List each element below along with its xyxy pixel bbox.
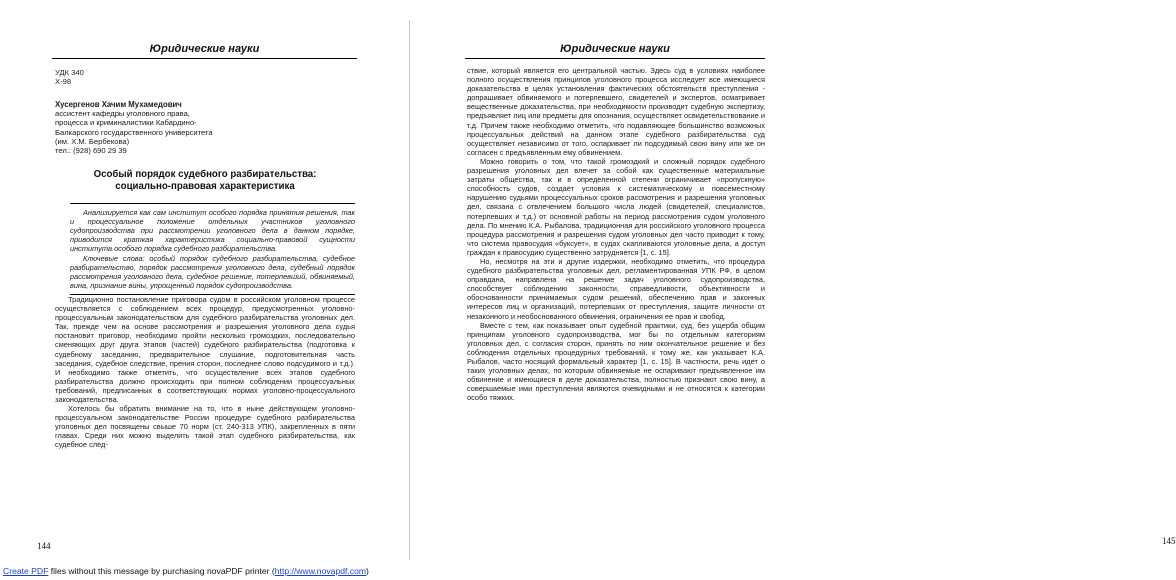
- keywords-text: Ключевые слова: особый порядок судебного разбирательства, судебное разбирательство, порядок рассмотрения уголовного дела, судебный порядок рассмотрения уголовного дела, судебное решение, потерпевший, обвиняемый, вина, признание вины, упрощенный порядок судопроизводства.: [70, 253, 355, 290]
- left-page: [0, 0, 410, 566]
- header-rule-left: [52, 58, 357, 59]
- footer-text: files without this message by purchasing novaPDF printer (: [48, 566, 275, 576]
- page-number-left: 144: [37, 541, 51, 551]
- article-title-line-1: Особый порядок судебного разбирательства:: [93, 169, 317, 181]
- author-affiliation-line: ассистент кафедры уголовного права,: [55, 109, 190, 119]
- body-paragraph: Хотелось бы обратить внимание на то, что в ныне действующем уголовно-процессуальном законодательстве России процедуре судебного разбирательства уголовных дел посвящены свыше 70 норм (ст. 240-313 УПК), закрепленных в пяти главах. Среди них можно выделить такой этап судебного разбирательства, как судебное след-: [55, 404, 355, 450]
- author-affiliation-line: (им. Х.М. Бербекова): [55, 136, 130, 146]
- header-rule-right: [465, 58, 765, 59]
- create-pdf-link[interactable]: Create PDF: [3, 566, 49, 576]
- pdf-watermark-footer: [3, 566, 369, 576]
- author-phone: тел.: (928) 690 29 39: [55, 145, 127, 155]
- article-title-line-2: социально-правовая характеристика: [115, 181, 295, 193]
- udc-code: УДК 340: [55, 68, 84, 77]
- author-name: Хусергенов Хачим Мухамедович: [55, 99, 182, 109]
- abstract-text: Анализируется как сам институт особого порядка принятия решения, так и процессуальное положение отдельных участников уголовного судопроизводства при рассмотрении уголовного дела в данном порядке, приводится краткая характеристика социально-правовой сущности института особого порядка судебного разбирательства.: [70, 208, 355, 254]
- abstract-block: [70, 204, 355, 294]
- author-affiliation-line: процесса и криминалистики Кабардино-: [55, 118, 197, 128]
- footer-text-close: ): [366, 566, 369, 576]
- right-column: [467, 66, 765, 402]
- body-paragraph: Можно говорить о том, что такой громоздкий и сложный порядок судебного разрешения уголовных дел влечет за собой как существенные материальные затраты общества, так и в определенной степени ограничивает «пропускную» способность судов, создает условия к систематическому и повсеместному нарушению судьями процессуальных сроков рассмотрения и разрешения уголовных дел, связана с отвлечением большого числа людей (свидетелей, специалистов, потерпевших и т.д.) от основной работы на период рассмотрения судом уголовного дела. По мнению К.А. Рыбалова, традиционная для российского уголовного процесса процедура рассмотрения и разрешения судом уголовных дел часто приводит к тому, что система правосудия «буксует», в судах скапливаются уголовные дела, а доступ граждан к правосудию существенно затрудняется [1, с. 15].: [467, 156, 765, 257]
- body-paragraph: Традиционно постановление приговора судом в российском уголовном процессе осуществляется с соблюдением всех процедур, предусмотренных уголовно-процессуальным законодательством для судебного разбирательства уголовных дел. Так, прежде чем на основе рассмотрения и разрешения уголовного дела судья постановит приговор, необходимо пройти несколько громоздких, последовательно сменяющих друг друга этапов (частей) судебного разбирательства (подготовка к судебному заседанию, предварительное слушание, подготовительная часть заседания, судебное следствие, прения сторон, последнее слово подсудимого и т.д.). И необходимо также отметить, что осуществление всех этапов судебного разбирательства должно происходить при полном соблюдении процессуальных требований, предписанных в соответствующих нормах уголовно-процессуального законодательства.: [55, 294, 355, 404]
- left-column: [55, 68, 355, 450]
- body-paragraph: ствие, который является его центральной частью. Здесь суд в условиях наиболее полного осуществления принципов уголовного процесса исследует все имеющиеся доказательства в целях установления фактических обстоятельств преступления - допрашивает обвиняемого и потерпевшего, свидетелей и экспертов, осматривает вещественные доказательства, при необходимости производит судебную экспертизу, предъявляет лиц или предметы для опознания, осуществляет освидетельствование и т.д. Причем также необходимо отметить, что подавляющее большинство возможных процессуальных действий на данном этапе судебного разбирательства суд осуществляет независимо от того, оспаривает ли подсудимый свою вину или же он согласен с предъявленным ему обвинением.: [467, 66, 765, 157]
- article-title: [55, 169, 355, 193]
- novapdf-url-link[interactable]: http://www.novapdf.com: [274, 566, 367, 576]
- running-head-right: Юридические науки: [560, 43, 670, 55]
- right-page: [410, 0, 1176, 566]
- author-affiliation-line: Балкарского государственного университета: [55, 127, 213, 137]
- running-head-left: Юридические науки: [149, 43, 260, 55]
- page-number-right: 145: [1162, 536, 1176, 546]
- body-paragraph: Вместе с тем, как показывает опыт судебной практики, суд, без ущерба общим принципам уголовного судопроизводства, мог бы по отдельным категориям уголовных дел, с согласия сторон, принять по ним окончательное решение и без соблюдения отдельных процедурных требований, к тому же, как указывает К.А. Рыбалов, часто носящий формальный характер [1, с. 15]. В частности, речь идет о таких уголовных делах, по которым обвиняемые не оспаривают предъявленное им обвинение и имеющиеся в деле доказательства, полностью признают свою вину, а совершаемые ими преступления являются очевидными и не относятся к категории особо тяжких.: [467, 320, 765, 403]
- bbk-code: Х-98: [55, 77, 72, 87]
- body-paragraph: Но, несмотря на эти и другие издержки, необходимо отметить, что процедура судебного разбирательства уголовных дел, регламентированная УПК РФ, в целом оправдана, направлена на решение задач уголовного судопроизводства, способствует соблюдению законности, справедливости, объективности и обоснованности принимаемых судом решений, обеспечению прав и законных интересов лиц и организаций, потерпевших от преступления, защите личности от незаконного и необоснованного обвинения, ограничения ее прав и свобод.: [467, 256, 765, 321]
